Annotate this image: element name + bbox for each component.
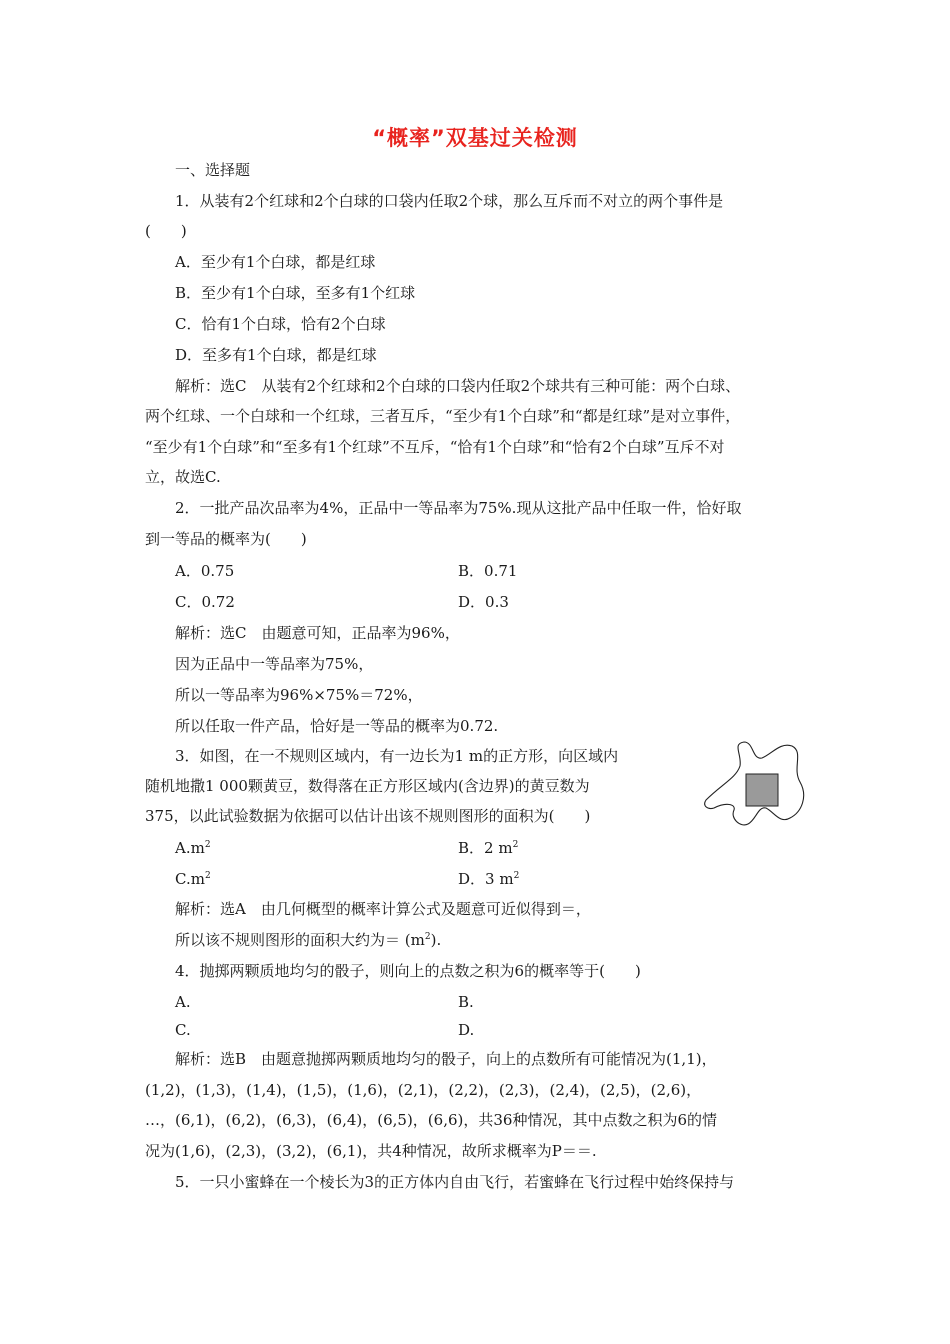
page-title: “概率”双基过关检测 xyxy=(372,126,578,150)
q3-stem-cont: 随机地撒1 000颗黄豆，数得落在正方形区域内(含边界)的黄豆数为 xyxy=(145,777,590,795)
q4-solution-cont: (1,2)，(1,3)，(1,4)，(1,5)，(1,6)，(2,1)，(2,2)，(2,3)，(2,4)，(2,5)，(2,6)， xyxy=(145,1081,702,1099)
q1-stem: 1．从装有2个红球和2个白球的口袋内任取2个球，那么互斥而不对立的两个事件是 xyxy=(175,192,724,210)
superscript: 2 xyxy=(512,840,519,850)
q3-option-d-text: D．3 m xyxy=(458,870,514,888)
q3-option-d xyxy=(458,869,519,889)
q3-option-a-text: A.m xyxy=(175,839,205,857)
superscript: 2 xyxy=(513,871,520,881)
q2-option-b: B．0.71 xyxy=(458,562,518,580)
q1-solution-cont: “至少有1个白球”和“至多有1个红球”不互斥，“恰有1个白球”和“恰有2个白球”互斥不对 xyxy=(145,438,725,456)
q4-solution-cont: 况为(1,6)，(2,3)，(3,2)，(6,1)，共4种情况，故所求概率为P＝＝. xyxy=(145,1142,597,1160)
q1-solution-cont: 两个红球、一个白球和一个红球，三者互斥，“至少有1个白球”和“都是红球”是对立事件， xyxy=(145,407,741,425)
q4-stem: 4．抛掷两颗质地均匀的骰子，则向上的点数之积为6的概率等于( ) xyxy=(175,962,641,980)
section-heading: 一、选择题 xyxy=(175,161,251,179)
q1-option-b: B．至少有1个白球，至多有1个红球 xyxy=(175,284,416,302)
q1-stem-cont: ( ) xyxy=(145,222,187,240)
q1-option-a: A．至少有1个白球，都是红球 xyxy=(175,253,376,271)
q1-solution-cont: 立，故选C. xyxy=(145,468,221,486)
q4-option-d: D. xyxy=(458,1021,475,1039)
q2-solution-cont: 所以任取一件产品，恰好是一等品的概率为0.72. xyxy=(175,717,499,735)
q1-option-c: C．恰有1个白球，恰有2个白球 xyxy=(175,315,386,333)
q3-option-c-text: C.m xyxy=(175,870,205,888)
q3-solution-text-end: ). xyxy=(430,931,442,949)
q3-option-b-text: B．2 m xyxy=(458,839,513,857)
q2-option-d: D．0.3 xyxy=(458,593,509,611)
q2-stem-cont: 到一等品的概率为( ) xyxy=(145,530,307,548)
q1-option-d: D．至多有1个白球，都是红球 xyxy=(175,346,377,364)
q2-option-c: C．0.72 xyxy=(175,593,235,611)
q2-solution-cont: 因为正品中一等品率为75%， xyxy=(175,655,374,673)
q2-solution-cont: 所以一等品率为96%×75%＝72%， xyxy=(175,686,423,704)
q1-solution: 解析：选C 从装有2个红球和2个白球的口袋内任取2个球共有三种可能：两个白球、 xyxy=(175,377,741,395)
q3-option-c xyxy=(175,869,211,889)
superscript: 2 xyxy=(204,871,211,881)
q3-option-b xyxy=(458,838,518,858)
q2-option-a: A．0.75 xyxy=(175,562,235,580)
q3-solution-text: 所以该不规则图形的面积大约为＝ (m xyxy=(175,931,425,949)
q4-solution: 解析：选B 由题意抛掷两颗质地均匀的骰子，向上的点数所有可能情况为(1,1)， xyxy=(175,1050,717,1068)
q2-solution: 解析：选C 由题意可知，正品率为96%， xyxy=(175,624,460,642)
q2-stem: 2．一批产品次品率为4%，正品中一等品率为75%.现从这批产品中任取一件，恰好取 xyxy=(175,499,742,517)
q3-stem: 3．如图，在一不规则区域内，有一边长为1 m的正方形，向区域内 xyxy=(175,747,619,765)
q4-solution-cont: …，(6,1)，(6,2)，(6,3)，(6,4)，(6,5)，(6,6)，共36种情况，其中点数之积为6的情 xyxy=(145,1111,717,1129)
unit-square xyxy=(746,774,778,806)
superscript: 2 xyxy=(424,932,431,942)
q3-stem-cont: 375，以此试验数据为依据可以估计出该不规则图形的面积为( ) xyxy=(145,807,591,825)
q5-stem: 5．一只小蜜蜂在一个棱长为3的正方体内自由飞行，若蜜蜂在飞行过程中始终保持与 xyxy=(175,1173,735,1191)
q3-solution-cont xyxy=(175,930,441,950)
q3-option-a xyxy=(175,838,211,858)
q4-option-c: C. xyxy=(175,1021,191,1039)
q4-option-a: A. xyxy=(175,993,191,1011)
irregular-region-figure xyxy=(700,738,810,830)
q3-solution: 解析：选A 由几何概型的概率计算公式及题意可近似得到＝， xyxy=(175,900,591,918)
superscript: 2 xyxy=(204,840,211,850)
q4-option-b: B. xyxy=(458,993,474,1011)
